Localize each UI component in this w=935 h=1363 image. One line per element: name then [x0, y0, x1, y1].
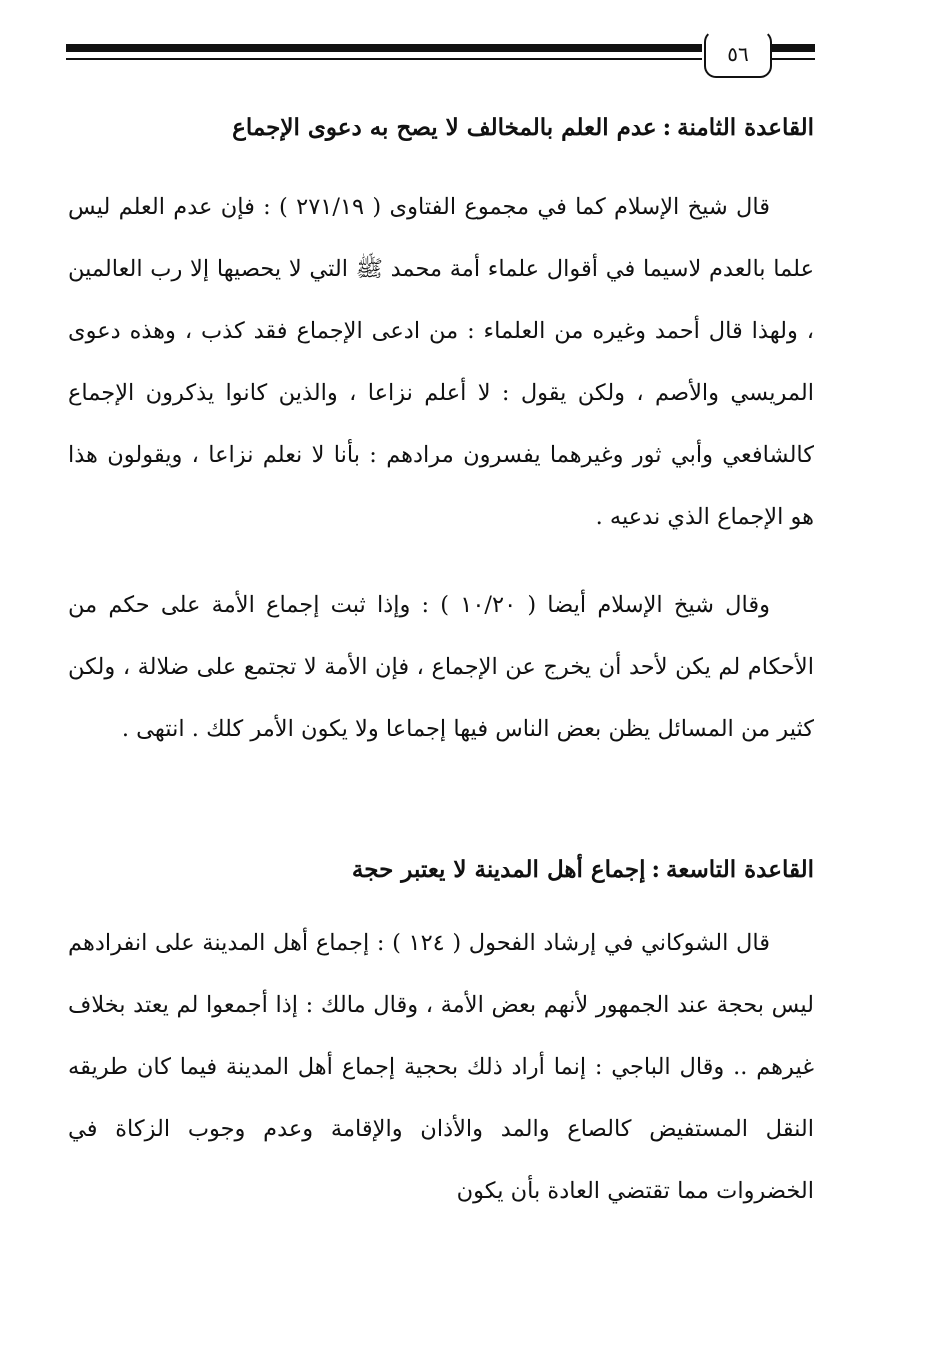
- rule-8-title: عدم العلم بالمخالف لا يصح به دعوى الإجماع: [232, 114, 657, 141]
- header-rule-thin-left: [66, 58, 702, 60]
- header-rule-thin-right: [770, 58, 815, 60]
- rule-9-paragraph-1: قال الشوكاني في إرشاد الفحول ( ١٢٤ ) : إجماع أهل المدينة على انفرادهم ليس بحجة عند الجمهور لأنهم بعض الأمة ، وقال مالك : إذا أجمعوا لم يعتد بخلاف غيرهم .. وقال الباجي : إنما أراد ذلك بحجية إجماع أهل المدينة فيما كان طريقه النقل المستفيض كالصاع والمد والأذان والإقامة وعدم وجوب الزكاة في الخضروات مما تقتضي العادة بأن يكون: [68, 930, 814, 1204]
- section-heading-rule-9: [68, 850, 814, 890]
- rule-9-separator: :: [651, 856, 661, 883]
- rule-8-paragraph-2: وقال شيخ الإسلام أيضا ( ١٠/٢٠ ) : وإذا ثبت إجماع الأمة على حكم من الأحكام لم يكن لأحد أن يخرج عن الإجماع ، فإن الأمة لا تجتمع على ضلالة ، ولكن كثير من المسائل يظن بعض الناس فيها إجماعا ولا يكون الأمر كلك . انتهى .: [68, 592, 814, 742]
- header-rule-thick-right: [770, 44, 815, 52]
- header-rule-thick-left: [66, 44, 702, 52]
- page-number: ٥٦: [727, 42, 749, 66]
- rule-8-label: القاعدة الثامنة: [677, 114, 814, 141]
- rule-9-label: القاعدة التاسعة: [666, 856, 814, 883]
- page-body: [68, 108, 814, 1222]
- page-number-frame: [704, 30, 772, 78]
- rule-8-paragraph-1: قال شيخ الإسلام كما في مجموع الفتاوى ( ٢٧١/١٩ ) : فإن عدم العلم ليس علما بالعدم لاسيما في أقوال علماء أمة محمد ﷺ التي لا يحصيها إلا رب العالمين ، ولهذا قال أحمد وغيره من العلماء : من ادعى الإجماع فقد كذب ، وهذه دعوى المريسي والأصم ، ولكن يقول : لا أعلم نزاعا ، والذين كانوا يذكرون الإجماع كالشافعي وأبي ثور وغيرهما يفسرون مرادهم : بأنا لا نعلم نزاعا ، ويقولون هذا هو الإجماع الذي ندعيه .: [68, 194, 814, 530]
- section-heading-rule-8: [68, 108, 814, 148]
- rule-8-separator: :: [662, 114, 672, 141]
- page-header: [0, 0, 935, 90]
- rule-9-title: إجماع أهل المدينة لا يعتبر حجة: [351, 856, 646, 883]
